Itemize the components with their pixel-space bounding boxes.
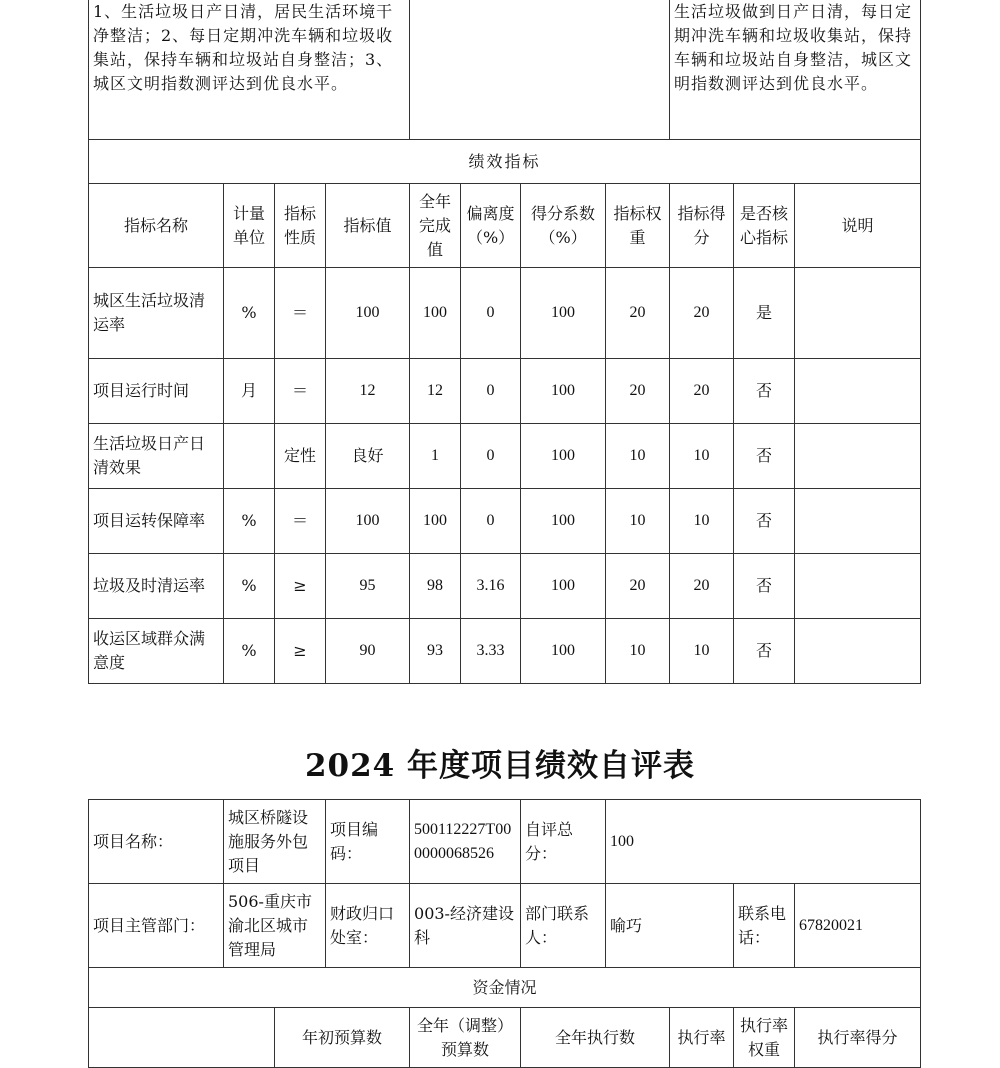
score: 10 bbox=[670, 619, 734, 684]
contact-label: 部门联系人： bbox=[521, 884, 606, 968]
indicator-name: 生活垃圾日产日清效果 bbox=[89, 424, 224, 489]
score-coefficient: 100 bbox=[521, 268, 606, 359]
unit bbox=[224, 424, 275, 489]
nature: ≥ bbox=[275, 554, 326, 619]
deviation: 3.16 bbox=[461, 554, 521, 619]
core-flag: 否 bbox=[734, 619, 795, 684]
header-cell: 执行率权重 bbox=[734, 1008, 795, 1068]
header-cell: 偏离度（%） bbox=[461, 184, 521, 268]
unit: % bbox=[224, 619, 275, 684]
dept-label: 项目主管部门： bbox=[89, 884, 224, 968]
nature: ＝ bbox=[275, 489, 326, 554]
table-row bbox=[89, 489, 921, 554]
performance-indicator-table bbox=[88, 0, 921, 684]
self-score-value: 100 bbox=[606, 800, 921, 884]
self-score-label: 自评总分： bbox=[521, 800, 606, 884]
header-cell: 指标得分 bbox=[670, 184, 734, 268]
target-value: 100 bbox=[326, 268, 410, 359]
target-value: 90 bbox=[326, 619, 410, 684]
goal-middle-cell bbox=[410, 0, 670, 140]
target-value: 良好 bbox=[326, 424, 410, 489]
goal-row bbox=[89, 0, 921, 140]
nature: ≥ bbox=[275, 619, 326, 684]
actual-value: 12 bbox=[410, 359, 461, 424]
actual-value: 100 bbox=[410, 268, 461, 359]
page-title: 2024 年度项目绩效自评表 bbox=[304, 748, 696, 784]
header-cell: 指标权重 bbox=[606, 184, 670, 268]
deviation: 0 bbox=[461, 268, 521, 359]
note bbox=[795, 424, 921, 489]
core-flag: 是 bbox=[734, 268, 795, 359]
actual-completion-text: 生活垃圾做到日产日清，每日定期冲洗车辆和垃圾收集站，保持车辆和垃圾站自身整洁，城区文明指数测评达到优良水平。 bbox=[670, 0, 921, 140]
weight: 20 bbox=[606, 268, 670, 359]
core-flag: 否 bbox=[734, 424, 795, 489]
target-value: 95 bbox=[326, 554, 410, 619]
table-row bbox=[89, 554, 921, 619]
weight: 20 bbox=[606, 359, 670, 424]
score-coefficient: 100 bbox=[521, 359, 606, 424]
actual-value: 98 bbox=[410, 554, 461, 619]
department-row bbox=[89, 884, 921, 968]
header-cell: 指标值 bbox=[326, 184, 410, 268]
project-name-label: 项目名称： bbox=[89, 800, 224, 884]
header-cell: 指标性质 bbox=[275, 184, 326, 268]
perf-header-row bbox=[89, 184, 921, 268]
finance-label: 财政归口处室： bbox=[326, 884, 410, 968]
unit: % bbox=[224, 489, 275, 554]
score: 20 bbox=[670, 359, 734, 424]
project-name-row bbox=[89, 800, 921, 884]
project-code-label: 项目编码： bbox=[326, 800, 410, 884]
funds-section-title: 资金情况 bbox=[89, 968, 921, 1008]
project-name-value: 城区桥隧设施服务外包项目 bbox=[224, 800, 326, 884]
indicator-name: 城区生活垃圾清运率 bbox=[89, 268, 224, 359]
core-flag: 否 bbox=[734, 554, 795, 619]
weight: 10 bbox=[606, 424, 670, 489]
deviation: 0 bbox=[461, 489, 521, 554]
header-cell: 全年执行数 bbox=[521, 1008, 670, 1068]
note bbox=[795, 554, 921, 619]
header-cell: 得分系数（%） bbox=[521, 184, 606, 268]
phone-value: 67820021 bbox=[795, 884, 921, 968]
weight: 10 bbox=[606, 619, 670, 684]
funds-header-row bbox=[89, 1008, 921, 1068]
table-row bbox=[89, 268, 921, 359]
nature: ＝ bbox=[275, 359, 326, 424]
phone-label: 联系电话： bbox=[734, 884, 795, 968]
actual-value: 93 bbox=[410, 619, 461, 684]
table-row bbox=[89, 359, 921, 424]
deviation: 3.33 bbox=[461, 619, 521, 684]
perf-section-title: 绩效指标 bbox=[89, 140, 921, 184]
indicator-name: 项目运转保障率 bbox=[89, 489, 224, 554]
score: 20 bbox=[670, 554, 734, 619]
annual-target-text: 1、生活垃圾日产日清，居民生活环境干净整洁；2、每日定期冲洗车辆和垃圾收集站，保持车辆和垃圾站自身整洁；3、城区文明指数测评达到优良水平。 bbox=[89, 0, 410, 140]
note bbox=[795, 619, 921, 684]
deviation: 0 bbox=[461, 359, 521, 424]
header-cell: 执行率得分 bbox=[795, 1008, 921, 1068]
core-flag: 否 bbox=[734, 489, 795, 554]
funds-blank-cell bbox=[89, 1008, 275, 1068]
table-row bbox=[89, 619, 921, 684]
score-coefficient: 100 bbox=[521, 554, 606, 619]
header-cell: 是否核心指标 bbox=[734, 184, 795, 268]
project-code-value: 500112227T000000068526 bbox=[410, 800, 521, 884]
target-value: 100 bbox=[326, 489, 410, 554]
score-coefficient: 100 bbox=[521, 489, 606, 554]
weight: 10 bbox=[606, 489, 670, 554]
score-coefficient: 100 bbox=[521, 424, 606, 489]
target-value: 12 bbox=[326, 359, 410, 424]
header-cell: 全年完成值 bbox=[410, 184, 461, 268]
unit: % bbox=[224, 268, 275, 359]
finance-value: 003-经济建设科 bbox=[410, 884, 521, 968]
nature: 定性 bbox=[275, 424, 326, 489]
score: 20 bbox=[670, 268, 734, 359]
note bbox=[795, 268, 921, 359]
header-cell: 说明 bbox=[795, 184, 921, 268]
dept-value: 506-重庆市渝北区城市管理局 bbox=[224, 884, 326, 968]
header-cell: 指标名称 bbox=[89, 184, 224, 268]
score: 10 bbox=[670, 424, 734, 489]
nature: ＝ bbox=[275, 268, 326, 359]
score: 10 bbox=[670, 489, 734, 554]
indicator-name: 垃圾及时清运率 bbox=[89, 554, 224, 619]
contact-value: 喻巧 bbox=[606, 884, 734, 968]
note bbox=[795, 359, 921, 424]
actual-value: 100 bbox=[410, 489, 461, 554]
header-cell: 年初预算数 bbox=[275, 1008, 410, 1068]
header-cell: 全年（调整）预算数 bbox=[410, 1008, 521, 1068]
table-row bbox=[89, 424, 921, 489]
project-info-table bbox=[88, 799, 921, 1068]
core-flag: 否 bbox=[734, 359, 795, 424]
indicator-name: 收运区域群众满意度 bbox=[89, 619, 224, 684]
unit: % bbox=[224, 554, 275, 619]
header-cell: 计量单位 bbox=[224, 184, 275, 268]
header-cell: 执行率 bbox=[670, 1008, 734, 1068]
note bbox=[795, 489, 921, 554]
indicator-name: 项目运行时间 bbox=[89, 359, 224, 424]
actual-value: 1 bbox=[410, 424, 461, 489]
weight: 20 bbox=[606, 554, 670, 619]
unit: 月 bbox=[224, 359, 275, 424]
score-coefficient: 100 bbox=[521, 619, 606, 684]
deviation: 0 bbox=[461, 424, 521, 489]
